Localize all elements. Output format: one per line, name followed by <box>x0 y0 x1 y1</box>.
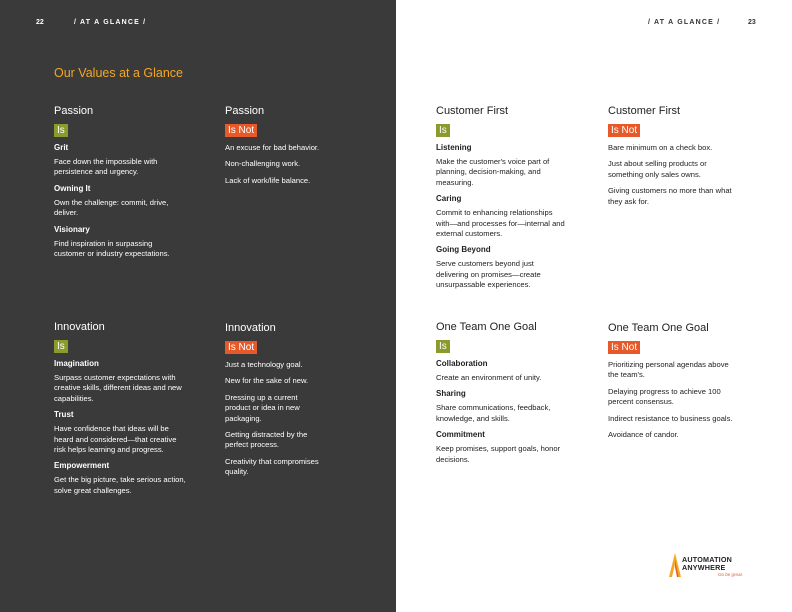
is-badge: Is <box>436 340 450 353</box>
item-text: Non-challenging work. <box>225 159 301 169</box>
passion-is-block <box>54 105 184 265</box>
block-title: Customer First <box>608 105 681 117</box>
page-number-right: 23 <box>748 19 756 26</box>
item-heading: Imagination <box>54 359 99 368</box>
item-text: Getting distracted by the perfect process. <box>225 430 308 450</box>
item-text: Just about selling products or something only sales owns. <box>608 159 707 179</box>
customer-first-is-block <box>436 105 566 297</box>
one-team-is-not-block <box>608 322 733 446</box>
innovation-is-not-block <box>225 322 325 484</box>
item-heading: Owning It <box>54 183 91 193</box>
item-heading: Empowerment <box>54 461 110 471</box>
is-not-badge: Is Not <box>608 341 640 354</box>
page-title: Our Values at a Glance <box>54 66 184 80</box>
block-title: One Team One Goal <box>436 321 537 333</box>
is-not-badge: Is Not <box>608 124 640 137</box>
item-heading: Sharing <box>436 389 466 399</box>
innovation-is-block <box>54 321 186 502</box>
item-text: Create an environment of unity. <box>436 373 542 382</box>
logo-text-line2: ANYWHERE <box>682 563 726 572</box>
item-text: An excuse for bad behavior. <box>225 143 320 152</box>
item-heading: Visionary <box>54 224 90 234</box>
logo-text-line1: AUTOMATION <box>682 555 733 564</box>
item-text: Indirect resistance to business goals. <box>608 413 733 423</box>
block-title: Passion <box>54 105 94 117</box>
item-text: Surpass customer expectations with creative skills, different ideas and new capabilities. <box>54 373 182 403</box>
logo-a-icon <box>668 552 682 578</box>
item-text: Face down the impossible with persistence and urgency. <box>54 157 158 177</box>
item-heading: Going Beyond <box>436 245 491 255</box>
is-badge: Is <box>54 340 68 353</box>
item-text: Delaying progress to achieve 100 percent consensus. <box>608 386 721 407</box>
item-text: Get the big picture, take serious action, solve great challenges. <box>54 475 186 495</box>
item-text: Prioritizing personal agendas above the team's. <box>608 360 729 380</box>
block-title: Passion <box>225 105 265 117</box>
item-text: Lack of work/life balance. <box>225 175 311 185</box>
item-text: Keep promises, support goals, honor decisions. <box>436 444 561 464</box>
page-number-left: 22 <box>36 19 44 26</box>
section-header-left: / AT A GLANCE / <box>74 19 147 26</box>
one-team-is-block <box>436 321 571 471</box>
item-text: Creativity that compromises quality. <box>225 456 319 477</box>
item-heading: Collaboration <box>436 359 488 368</box>
item-text: Bare minimum on a check box. <box>608 143 713 152</box>
item-text: Just a technology goal. <box>225 360 303 369</box>
item-heading: Listening <box>436 143 472 152</box>
item-heading: Grit <box>54 143 69 152</box>
block-title: Customer First <box>436 105 509 117</box>
item-text: Find inspiration in surpassing customer or industry expectations. <box>54 238 170 259</box>
section-header-right: / AT A GLANCE / <box>648 19 721 26</box>
item-text: Giving customers no more than what they ask for. <box>608 186 732 206</box>
item-text: Serve customers beyond just delivering on promises—create unsurpassable experiences. <box>436 259 541 290</box>
item-heading: Commitment <box>436 430 485 440</box>
passion-is-not-block <box>225 105 355 192</box>
item-text: Commit to enhancing relationships with—and processes for—internal and external customers. <box>436 208 565 239</box>
item-text: Own the challenge: commit, drive, deliver. <box>54 197 169 218</box>
item-text: Make the customer's voice part of planning, decision-making, and measuring. <box>436 157 550 187</box>
block-title: One Team One Goal <box>608 322 709 334</box>
item-heading: Caring <box>436 194 462 204</box>
logo-tagline: Go be great. <box>718 572 744 577</box>
is-not-badge: Is Not <box>225 124 257 137</box>
block-title: Innovation <box>54 321 105 333</box>
item-text: Dressing up a current product or idea in new packaging. <box>225 392 300 423</box>
item-text: Avoidance of candor. <box>608 430 679 440</box>
is-badge: Is <box>436 124 450 137</box>
item-text: Share communications, feedback, knowledge, and skills. <box>436 403 551 423</box>
right-page <box>396 0 792 612</box>
automation-anywhere-logo <box>668 552 748 580</box>
item-text: New for the sake of new. <box>225 376 309 386</box>
is-not-badge: Is Not <box>225 341 257 354</box>
item-text: Have confidence that ideas will be heard and considered—that creative risk helps learning and progress. <box>54 424 177 455</box>
block-title: Innovation <box>225 322 276 334</box>
is-badge: Is <box>54 124 68 137</box>
item-heading: Trust <box>54 410 74 420</box>
customer-first-is-not-block <box>608 105 740 213</box>
